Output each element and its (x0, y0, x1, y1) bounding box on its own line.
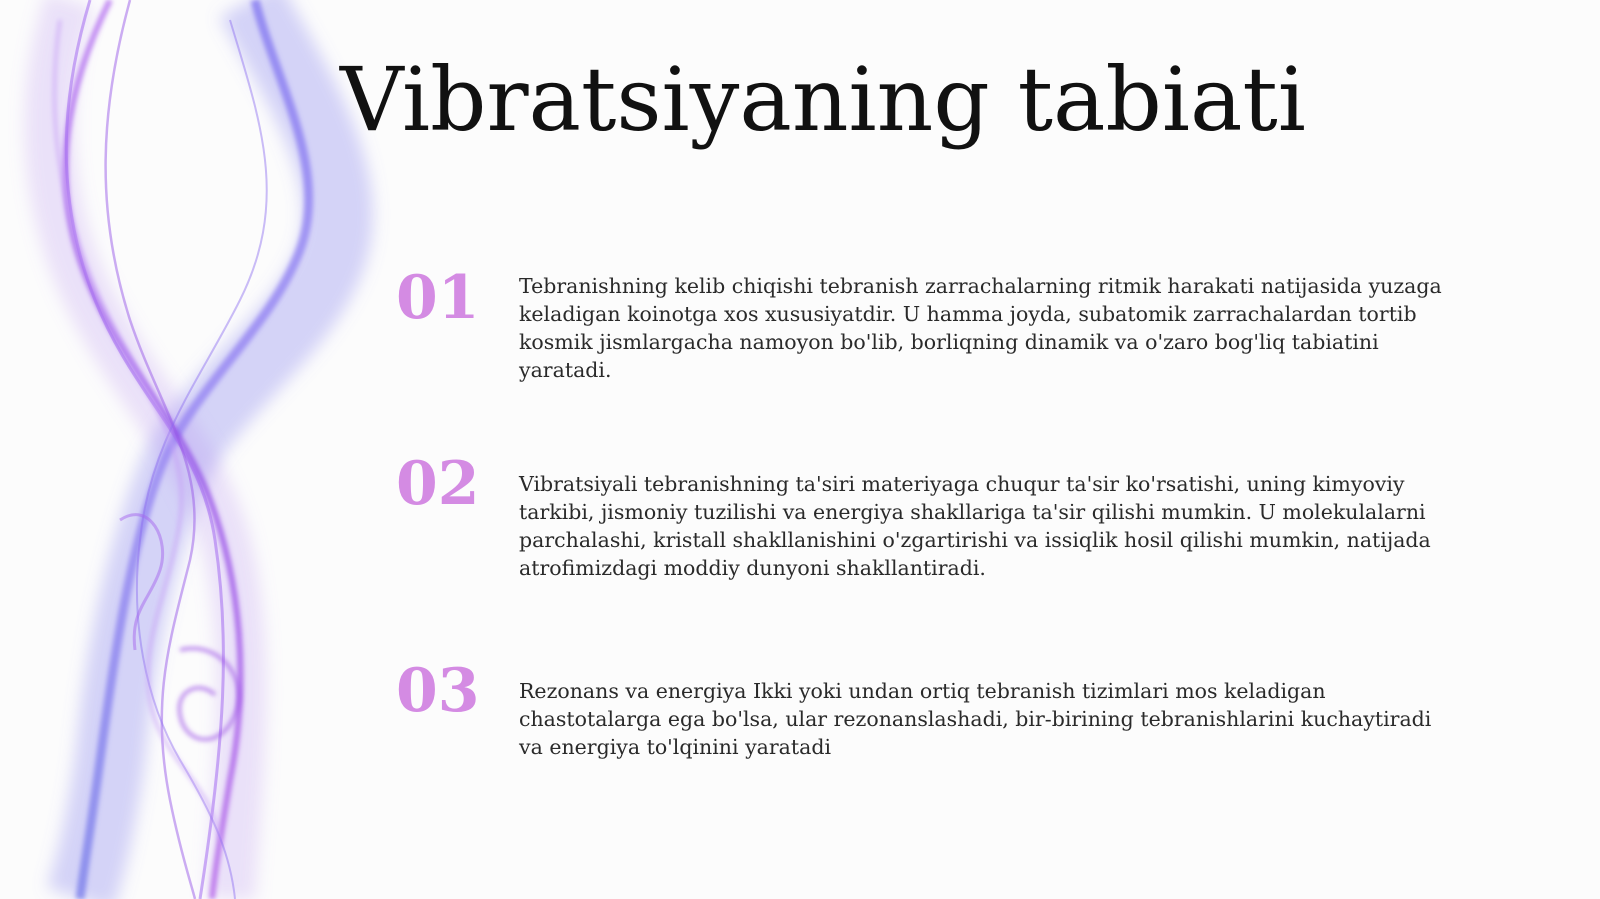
item-description: Vibratsiyali tebranishning ta'siri materiyaga chuqur ta'sir ko'rsatishi, uning kimyoviy tarkibi, jismoniy tuzilishi va energiya shakllariga ta'sir qilishi mumkin. U molekulalarni parchalashi, kristall shakllanishini o'zgartirishi va issiqlik hosil qilishi mumkin, natijada atrofimizdagi moddiy dunyoni shakllantiradi. (519, 472, 1431, 580)
item-number: 01 (396, 263, 480, 333)
slide-title: Vibratsiyaning tabiati (340, 48, 1306, 151)
item-number: 03 (396, 656, 480, 726)
item-description: Rezonans va energiya Ikki yoki undan ortiq tebranish tizimlari mos keladigan chastotalarga ega bo'lsa, ular rezonanslashadi, bir-birining tebranishlarini kuchaytiradi va energiya to'lqinini yaratadi (519, 679, 1432, 759)
item-number: 02 (396, 449, 480, 519)
item-description: Tebranishning kelib chiqishi tebranish zarrachalarning ritmik harakati natijasida yuzaga keladigan koinotga xos xususiyatdir. U hamma joyda, subatomik zarrachalardan tortib kosmik jismlargacha namoyon bo'lib, borliqning dinamik va o'zaro bog'liq tabiatini yaratadi. (519, 274, 1442, 382)
